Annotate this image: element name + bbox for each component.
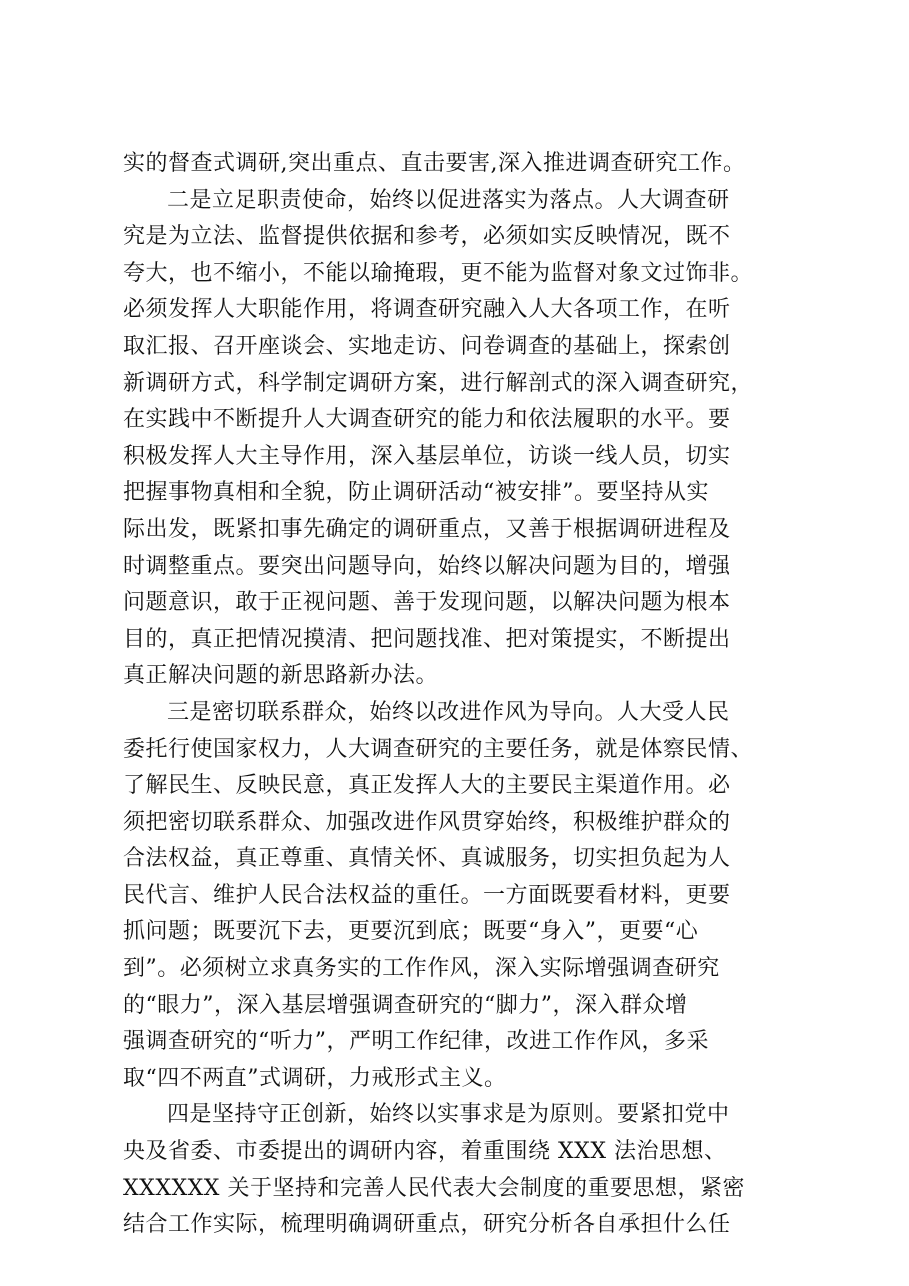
text-line: 央及省委、市委提出的调研内容，着重围绕 XXX 法治思想、 bbox=[123, 1139, 727, 1165]
text-line: 目的，真正把情况摸清、把问题找准、把对策提实，不断提出 bbox=[123, 626, 731, 652]
text-line: 委托行使国家权力，人大调查研究的主要任务，就是体察民情、 bbox=[123, 736, 754, 762]
text-line: 合法权益，真正尊重、真情关怀、真诚服务，切实担负起为人 bbox=[123, 846, 731, 872]
text-line: 新调研方式，科学制定调研方案，进行解剖式的深入调查研究， bbox=[123, 370, 754, 396]
text-line: XXXXXX 关于坚持和完善人民代表大会制度的重要思想，紧密 bbox=[123, 1175, 745, 1201]
text-line: 问题意识，敢于正视问题、善于发现问题，以解决问题为根本 bbox=[123, 590, 731, 616]
text-line: 取汇报、召开座谈会、实地走访、问卷调查的基础上，探索创 bbox=[123, 333, 731, 359]
paragraph-3-start: 三是密切联系群众，始终以改进作风为导向。人大受人民 bbox=[167, 699, 730, 725]
text-line: 究是为立法、监督提供依据和参考，必须如实反映情况，既不 bbox=[123, 224, 731, 250]
body-text bbox=[123, 146, 803, 1244]
paragraph-4-start: 四是坚持守正创新，始终以实事求是为原则。要紧扣党中 bbox=[167, 1102, 730, 1128]
text-line: 强调查研究的“听力”，严明工作纪律，改进工作作风，多采 bbox=[123, 1029, 709, 1055]
text-line: 的“眼力”，深入基层增强调查研究的“脚力”，深入群众增 bbox=[123, 992, 688, 1018]
text-line: 际出发，既紧扣事先确定的调研重点，又善于根据调研进程及 bbox=[123, 516, 731, 542]
text-line: 民代言、维护人民合法权益的重任。一方面既要看材料，更要 bbox=[123, 882, 731, 908]
text-line: 必须发挥人大职能作用，将调查研究融入人大各项工作，在听 bbox=[123, 297, 731, 323]
text-line: 取“四不两直”式调研，力戒形式主义。 bbox=[123, 1065, 507, 1091]
text-line: 抓问题；既要沉下去，更要沉到底；既要“身入”，更要“心 bbox=[123, 919, 699, 945]
text-line: 到”。必须树立求真务实的工作作风，深入实际增强调查研究 bbox=[123, 956, 720, 982]
text-line: 夸大，也不缩小，不能以瑜掩瑕，更不能为监督对象文过饰非。 bbox=[123, 260, 754, 286]
text-line: 积极发挥人大主导作用，深入基层单位，访谈一线人员，切实 bbox=[123, 443, 731, 469]
text-line: 了解民生、反映民意，真正发挥人大的主要民主渠道作用。必 bbox=[123, 773, 731, 799]
text-line: 时调整重点。要突出问题导向，始终以解决问题为目的，增强 bbox=[123, 553, 731, 579]
paragraph-2-start: 二是立足职责使命，始终以促进落实为落点。人大调查研 bbox=[167, 187, 730, 213]
text-line: 在实践中不断提升人大调查研究的能力和依法履职的水平。要 bbox=[123, 407, 731, 433]
text-line: 结合工作实际，梳理明确调研重点，研究分析各自承担什么任 bbox=[123, 1212, 731, 1238]
text-line: 须把密切联系群众、加强改进作风贯穿始终，积极维护群众的 bbox=[123, 809, 731, 835]
text-line: 真正解决问题的新思路新办法。 bbox=[123, 663, 439, 689]
text-line: 把握事物真相和全貌，防止调研活动“被安排”。要坚持从实 bbox=[123, 480, 709, 506]
text-line: 实的督查式调研,突出重点、直击要害,深入推进调查研究工作。 bbox=[123, 151, 746, 176]
